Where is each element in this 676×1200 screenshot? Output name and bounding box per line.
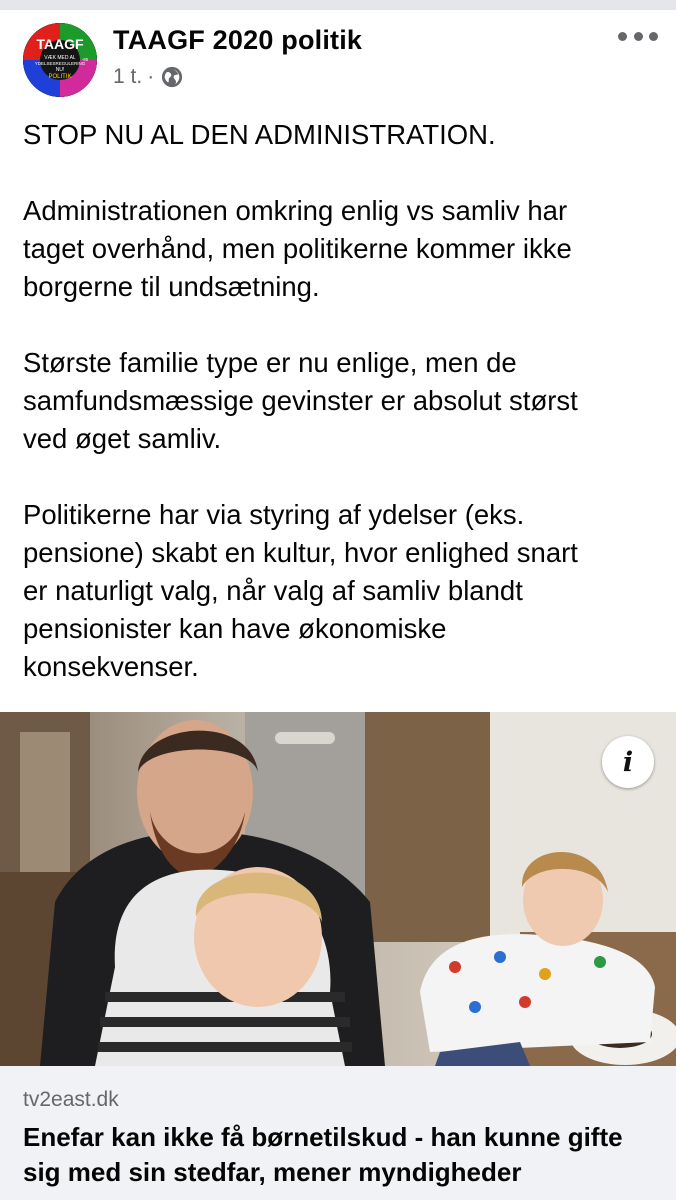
avatar-line2: YDELSESREGULERING bbox=[34, 61, 86, 66]
text-line: samfundsmæssige gevinster er absolut størst bbox=[23, 385, 578, 416]
avatar[interactable] bbox=[23, 23, 97, 97]
text-line: Største familie type er nu enlige, men de bbox=[23, 347, 517, 378]
avatar-line1: VÆK MED AL bbox=[44, 55, 76, 61]
post-paragraph bbox=[23, 496, 663, 686]
avatar-logo bbox=[23, 23, 97, 97]
post-header bbox=[0, 10, 676, 110]
more-dots-icon bbox=[634, 32, 643, 41]
text-line: Politikerne har via styring af ydelser (eks. bbox=[23, 499, 525, 530]
info-button[interactable] bbox=[602, 736, 654, 788]
post-paragraph bbox=[23, 192, 663, 306]
text-line: konsekvenser. bbox=[23, 651, 199, 682]
post-paragraph bbox=[23, 116, 663, 154]
link-preview-footer[interactable] bbox=[0, 1066, 676, 1200]
more-options-button[interactable] bbox=[618, 28, 658, 44]
text-line: pensione) skabt en kultur, hvor enlighed snart bbox=[23, 537, 578, 568]
text-line: Administrationen omkring enlig vs samliv har bbox=[23, 195, 568, 226]
avatar-title: TAAGF bbox=[36, 36, 84, 52]
avatar-line3: NU! bbox=[55, 67, 65, 73]
post-time[interactable]: 1 t. bbox=[113, 65, 143, 88]
globe-icon bbox=[161, 66, 183, 88]
info-icon: i bbox=[622, 746, 634, 778]
page-name[interactable]: TAAGF 2020 politik bbox=[113, 25, 363, 55]
text-line: pensionister kan have økonomiske bbox=[23, 613, 447, 644]
more-dots-icon bbox=[649, 32, 658, 41]
text-line: borgerne til undsætning. bbox=[23, 271, 320, 302]
post-paragraph bbox=[23, 344, 663, 458]
avatar-line4: POLITIK bbox=[48, 74, 72, 80]
link-title[interactable]: Enefar kan ikke få børnetilskud - han kunne gifte sig med sin stedfar, mener myndigheder bbox=[23, 1122, 623, 1187]
text-line: er naturligt valg, når valg af samliv blandt bbox=[23, 575, 523, 606]
photo-placeholder bbox=[0, 712, 676, 1066]
post-meta bbox=[113, 65, 183, 89]
link-preview-image[interactable] bbox=[0, 712, 676, 1066]
more-dots-icon bbox=[618, 32, 627, 41]
text-line: ved øget samliv. bbox=[23, 423, 222, 454]
link-domain: tv2east.dk bbox=[23, 1088, 119, 1111]
avatar-suffix: -95 bbox=[81, 57, 89, 62]
post-text bbox=[23, 116, 663, 686]
text-line: taget overhånd, men politikerne kommer ikke bbox=[23, 233, 572, 264]
text-line: STOP NU AL DEN ADMINISTRATION. bbox=[23, 119, 496, 150]
top-divider bbox=[0, 0, 676, 10]
meta-separator: · bbox=[147, 65, 155, 88]
